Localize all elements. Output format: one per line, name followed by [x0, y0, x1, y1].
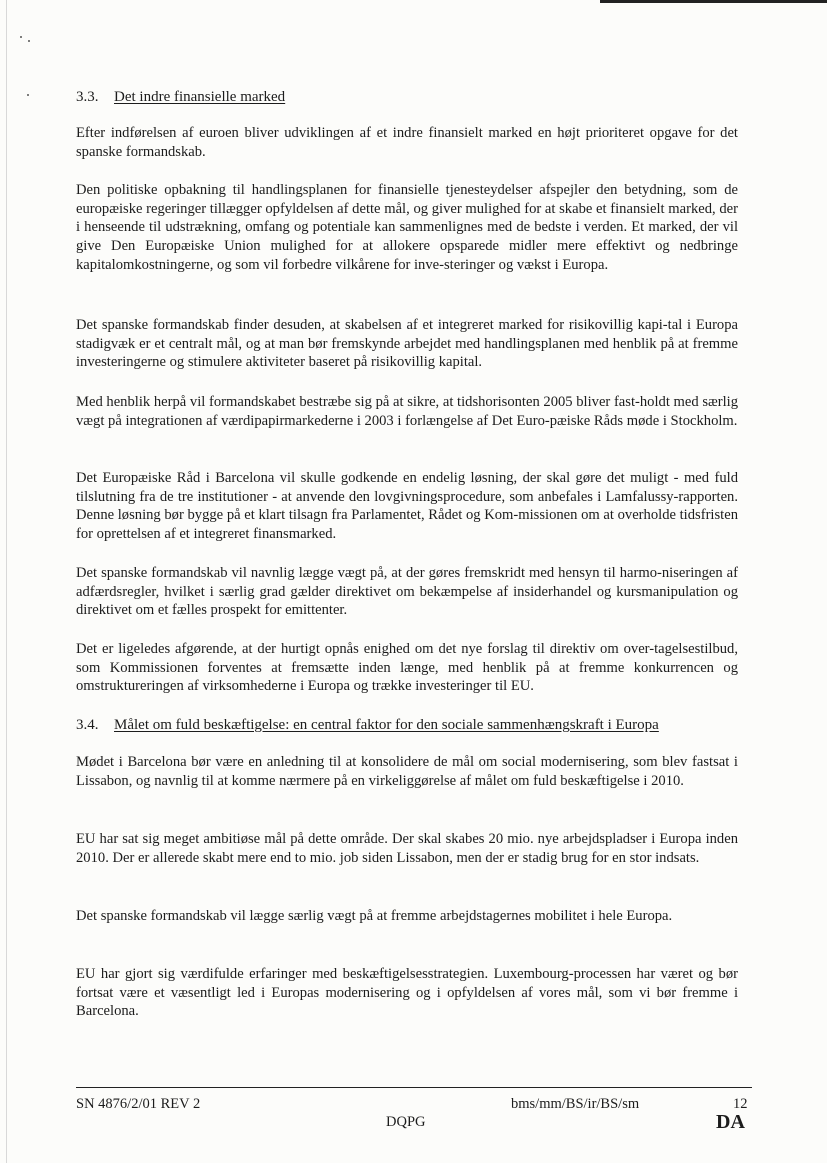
section-number: 3.3. — [76, 89, 99, 105]
paragraph: Det spanske formandskab vil lægge særlig vægt på at fremme arbejdstagernes mobilitet i hele Europa. — [76, 908, 673, 924]
paragraph: Efter indførelsen af euroen bliver udviklingen af et indre finansielt marked en højt prioriteret opgave for det spanske formandskab. — [76, 125, 738, 160]
section-heading-3-3 — [76, 88, 285, 106]
scan-artifact — [27, 94, 29, 96]
paragraph: Det spanske formandskab finder desuden, at skabelsen af et integreret marked for risikovillig kapi-tal i Europa stadigvæk er et centralt mål, og at man bør fremskynde arbejdet med handlingsplanen med henblik på at fremme investeringerne og stimulere aktiviteter baseret på risikovillig kapital. — [76, 317, 738, 371]
paragraph: Det Europæiske Råd i Barcelona vil skulle godkende en endelig løsning, der skal gøre det muligt - med fuld tilslutning fra de tre institutioner - at anvende den lovgivningsprocedure, som anbefales i Lamfalussy-rapporten. Denne løsning bør bygge på et klart tilsagn fra Parlamentet, Rådet og Kom-missionen om at overholde tidsfristen for oprettelsen af et integreret finansmarked. — [76, 470, 738, 543]
top-scan-rule — [600, 0, 827, 3]
section-title: Målet om fuld beskæftigelse: en central faktor for den sociale sammenhængskraft i Europa — [114, 717, 659, 733]
scan-artifact — [28, 40, 30, 42]
paragraph: Med henblik herpå vil formandskabet bestræbe sig på at sikre, at tidshorisonten 2005 bliver fast-holdt med særlig vægt på integrationen af værdipapirmarkederne i 2003 i forlængelse af Det Euro-pæiske Råds møde i Stockholm. — [76, 394, 738, 429]
paragraph: Det spanske formandskab vil navnlig lægge vægt på, at der gøres fremskridt med hensyn til harmo-niseringen af adfærdsregler, hvilket i særlig grad gælder direktivet om bekæmpelse af insiderhandel og kursmanipulation og direktivet om et fælles prospekt for emittenter. — [76, 565, 738, 619]
paragraph: EU har sat sig meget ambitiøse mål på dette område. Der skal skabes 20 mio. nye arbejdspladser i Europa inden 2010. Der er allerede skabt mere end to mio. job siden Lissabon, men der er stadig brug for en stor indsats. — [76, 831, 738, 866]
paragraph: Det er ligeledes afgørende, at der hurtigt opnås enighed om det nye forslag til direktiv om over-tagelsestilbud, som Kommissionen forventes at fremsætte inden længe, med henblik på at fremme konkurrencen og omstruktureringen af virksomhederne i Europa og trække investeringer til EU. — [76, 641, 738, 695]
section-title: Det indre finansielle marked — [114, 89, 286, 105]
author-initials: bms/mm/BS/ir/BS/sm — [511, 1096, 640, 1112]
section-number: 3.4. — [76, 717, 99, 733]
scan-artifact — [20, 36, 22, 38]
page-number: 12 — [733, 1096, 748, 1112]
language-code: DA — [716, 1111, 745, 1133]
directorate-code: DQPG — [386, 1114, 426, 1130]
document-reference: SN 4876/2/01 REV 2 — [76, 1096, 201, 1112]
footer-divider — [76, 1087, 752, 1088]
paragraph: Mødet i Barcelona bør være en anledning til at konsolidere de mål om social modernisering, som blev fastsat i Lissabon, og navnlig til at komme nærmere på en virkeliggørelse af målet om fuld beskæftigelse i 2010. — [76, 754, 738, 789]
paragraph: EU har gjort sig værdifulde erfaringer med beskæftigelsesstrategien. Luxembourg-processen har været og bør fortsat være et væsentligt led i Europas modernisering og i opfyldelsen af vores mål, som vi bør fremme i Barcelona. — [76, 966, 738, 1020]
scan-edge — [6, 0, 7, 1163]
paragraph: Den politiske opbakning til handlingsplanen for finansielle tjenesteydelser afspejler den betydning, som de europæiske regeringer tillægger opfyldelsen af dette mål, og giver mulighed for at skabe et finansielt marked, der i henseende til udstrækning, omfang og potentiale kan sammenlignes med de bedste i verden. Et marked, der vil give Den Europæiske Union mulighed for at allokere opsparede midler mere effektivt og nedbringe kapitalomkostningerne, og som vil forbedre vilkårene for inve-steringer og vækst i Europa. — [76, 182, 738, 273]
section-heading-3-4 — [76, 716, 659, 734]
